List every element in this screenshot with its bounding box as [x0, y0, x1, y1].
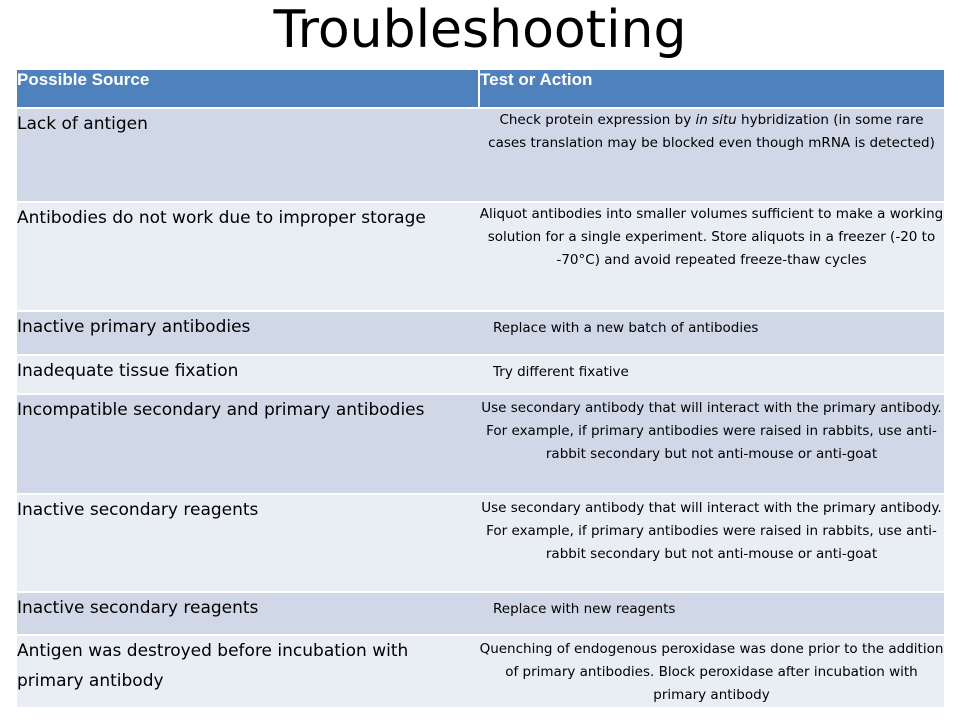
source-cell: Inactive primary antibodies: [17, 311, 479, 355]
source-cell: Incompatible secondary and primary antibodies: [17, 394, 479, 494]
action-cell: Quenching of endogenous peroxidase was done prior to the addition of primary antibodies. Block peroxidase after incubation with primary antibody: [479, 635, 944, 708]
source-cell: Inactive secondary reagents: [17, 494, 479, 592]
source-cell: Antigen was destroyed before incubation with primary antibody: [17, 635, 479, 708]
source-cell: Antibodies do not work due to improper storage: [17, 202, 479, 311]
action-cell: Replace with a new batch of antibodies: [479, 311, 944, 355]
table-row: [17, 592, 944, 635]
table-row: [17, 311, 944, 355]
source-cell: Lack of antigen: [17, 108, 479, 202]
table-row: [17, 494, 944, 592]
action-text-italic: in situ: [695, 112, 737, 128]
table-header-row: [17, 70, 944, 108]
action-cell: Use secondary antibody that will interact with the primary antibody. For example, if primary antibodies were raised in rabbits, use anti-rabbit secondary but not anti-mouse or anti-goat: [479, 394, 944, 494]
action-cell: Aliquot antibodies into smaller volumes sufficient to make a working solution for a single experiment. Store aliquots in a freezer (-20 to -70°C) and avoid repeated freeze-thaw cycles: [479, 202, 944, 311]
action-cell: Replace with new reagents: [479, 592, 944, 635]
action-text: Check protein expression by: [499, 112, 696, 128]
action-cell: Use secondary antibody that will interact with the primary antibody. For example, if primary antibodies were raised in rabbits, use anti-rabbit secondary but not anti-mouse or anti-goat: [479, 494, 944, 592]
table-row: [17, 355, 944, 394]
action-cell: Try different fixative: [479, 355, 944, 394]
table-row: [17, 202, 944, 311]
troubleshooting-table: [17, 70, 944, 709]
action-cell: [479, 108, 944, 202]
action-text: hybridization (in some rare cases translation may be blocked even though mRNA is detected): [488, 112, 935, 151]
page-title: Troubleshooting: [273, 0, 687, 60]
source-cell: Inadequate tissue fixation: [17, 355, 479, 394]
header-possible-source: Possible Source: [17, 70, 479, 108]
table-row: [17, 108, 944, 202]
table-row: [17, 635, 944, 708]
source-cell: Inactive secondary reagents: [17, 592, 479, 635]
table-row: [17, 394, 944, 494]
header-test-or-action: Test or Action: [479, 70, 944, 108]
